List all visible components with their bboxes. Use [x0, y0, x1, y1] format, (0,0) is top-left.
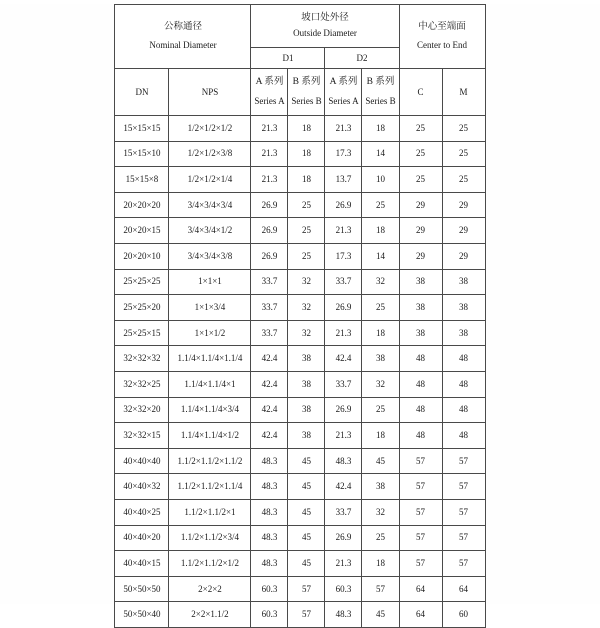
header-d2-series-b-en: Series B [365, 95, 396, 106]
table-cell: 32 [288, 295, 325, 321]
header-outside-diameter [251, 5, 399, 48]
table-cell: 40×40×25 [115, 499, 169, 525]
table-cell: 25 [399, 167, 442, 193]
table-cell: 18 [362, 320, 399, 346]
table-cell: 32 [288, 269, 325, 295]
table-cell: 25 [442, 116, 485, 142]
table-cell: 26.9 [325, 397, 362, 423]
table-cell: 64 [399, 576, 442, 602]
table-cell: 48 [399, 371, 442, 397]
table-cell: 18 [362, 423, 399, 449]
table-cell: 29 [442, 218, 485, 244]
table-cell: 21.3 [325, 423, 362, 449]
header-d2-series-a [325, 69, 362, 116]
table-cell: 32×32×15 [115, 423, 169, 449]
table-cell: 25 [288, 243, 325, 269]
table-cell: 1.1/2×1.1/2×1/2 [169, 551, 251, 577]
table-cell: 40×40×20 [115, 525, 169, 551]
header-center-to-end [399, 5, 485, 69]
table-cell: 25 [442, 141, 485, 167]
table-cell: 38 [288, 371, 325, 397]
table-cell: 1/2×1/2×1/2 [169, 116, 251, 142]
table-row [115, 116, 485, 142]
table-cell: 1×1×3/4 [169, 295, 251, 321]
table-cell: 40×40×40 [115, 448, 169, 474]
table-cell: 1/2×1/2×3/8 [169, 141, 251, 167]
table-cell: 38 [442, 295, 485, 321]
table-cell: 57 [288, 576, 325, 602]
table-cell: 33.7 [325, 269, 362, 295]
table-cell: 57 [399, 525, 442, 551]
table-cell: 33.7 [325, 371, 362, 397]
table-cell: 45 [288, 474, 325, 500]
table-cell: 48.3 [325, 448, 362, 474]
table-cell: 57 [399, 474, 442, 500]
table-cell: 29 [442, 243, 485, 269]
table-cell: 45 [288, 525, 325, 551]
table-cell: 3/4×3/4×1/2 [169, 218, 251, 244]
table-cell: 20×20×20 [115, 192, 169, 218]
table-cell: 1.1/2×1.1/2×1.1/2 [169, 448, 251, 474]
table-row [115, 371, 485, 397]
table-row [115, 320, 485, 346]
table-cell: 38 [362, 346, 399, 372]
table-cell: 20×20×15 [115, 218, 169, 244]
header-c: C [399, 69, 442, 116]
table-cell: 21.3 [251, 116, 288, 142]
header-d2: D2 [325, 48, 399, 69]
table-cell: 57 [442, 448, 485, 474]
table-cell: 38 [442, 269, 485, 295]
table-cell: 32×32×25 [115, 371, 169, 397]
table-cell: 48.3 [251, 474, 288, 500]
table-cell: 38 [362, 474, 399, 500]
table-row [115, 602, 485, 628]
table-cell: 42.4 [251, 423, 288, 449]
table-cell: 1.1/4×1.1/4×1/2 [169, 423, 251, 449]
header-d1-series-b-en: Series B [291, 95, 322, 106]
table-cell: 60.3 [251, 602, 288, 628]
table-cell: 32 [288, 320, 325, 346]
table-row [115, 269, 485, 295]
table-cell: 60.3 [251, 576, 288, 602]
table-cell: 45 [288, 499, 325, 525]
table-cell: 64 [399, 602, 442, 628]
table-cell: 38 [399, 269, 442, 295]
table-cell: 1.1/2×1.1/2×1.1/4 [169, 474, 251, 500]
table-cell: 42.4 [251, 371, 288, 397]
header-d2-series-b-zh: B 系列 [366, 77, 395, 88]
table-cell: 18 [288, 141, 325, 167]
header-nominal-diameter [115, 5, 251, 69]
table-cell: 18 [362, 218, 399, 244]
header-d1: D1 [251, 48, 325, 69]
table-cell: 57 [442, 474, 485, 500]
table-cell: 45 [288, 448, 325, 474]
table-cell: 57 [442, 525, 485, 551]
table-row [115, 141, 485, 167]
header-m: M [442, 69, 485, 116]
header-d1-series-a-en: Series A [254, 95, 285, 106]
header-d2-series-b [362, 69, 399, 116]
table-cell: 25 [362, 295, 399, 321]
table-cell: 38 [288, 346, 325, 372]
table-cell: 57 [362, 576, 399, 602]
table-cell: 25 [399, 116, 442, 142]
table-cell: 18 [362, 116, 399, 142]
table-row [115, 397, 485, 423]
table-header [115, 5, 485, 116]
table-cell: 18 [288, 116, 325, 142]
table-cell: 26.9 [325, 192, 362, 218]
table-cell: 32 [362, 499, 399, 525]
table-cell: 25×25×15 [115, 320, 169, 346]
table-cell: 57 [399, 448, 442, 474]
table-cell: 33.7 [251, 269, 288, 295]
header-outside-diameter-zh: 坡口处外径 [301, 12, 349, 23]
table-row [115, 192, 485, 218]
table-cell: 48 [399, 397, 442, 423]
dimension-table [114, 4, 485, 628]
table-cell: 29 [399, 243, 442, 269]
table-cell: 25 [288, 218, 325, 244]
table-cell: 48.3 [251, 525, 288, 551]
table-cell: 48 [442, 371, 485, 397]
table-row [115, 423, 485, 449]
table-cell: 15×15×15 [115, 116, 169, 142]
table-cell: 21.3 [325, 320, 362, 346]
table-cell: 33.7 [325, 499, 362, 525]
table-row [115, 551, 485, 577]
table-cell: 20×20×10 [115, 243, 169, 269]
table-body [115, 116, 485, 628]
table-cell: 48 [442, 397, 485, 423]
table-cell: 33.7 [251, 295, 288, 321]
table-cell: 29 [442, 192, 485, 218]
table-cell: 15×15×10 [115, 141, 169, 167]
table-cell: 25 [362, 525, 399, 551]
table-cell: 38 [442, 320, 485, 346]
table-cell: 60 [442, 602, 485, 628]
table-cell: 32 [362, 371, 399, 397]
table-cell: 10 [362, 167, 399, 193]
table-cell: 25 [362, 192, 399, 218]
header-center-to-end-zh: 中心至端面 [418, 21, 466, 32]
table-cell: 29 [399, 192, 442, 218]
table-cell: 32×32×32 [115, 346, 169, 372]
table-cell: 26.9 [251, 192, 288, 218]
document-page [0, 4, 600, 620]
table-cell: 3/4×3/4×3/4 [169, 192, 251, 218]
table-cell: 48 [442, 423, 485, 449]
header-nominal-diameter-zh: 公称通径 [163, 21, 202, 32]
table-cell: 38 [399, 320, 442, 346]
table-cell: 40×40×15 [115, 551, 169, 577]
header-nominal-diameter-en: Nominal Diameter [149, 40, 217, 51]
header-row-columns [115, 69, 485, 116]
header-nps: NPS [169, 69, 251, 116]
table-cell: 48.3 [251, 448, 288, 474]
table-cell: 57 [288, 602, 325, 628]
table-row [115, 499, 485, 525]
table-cell: 18 [288, 167, 325, 193]
table-cell: 26.9 [251, 218, 288, 244]
table-row [115, 218, 485, 244]
table-cell: 29 [399, 218, 442, 244]
table-cell: 26.9 [325, 525, 362, 551]
table-row [115, 474, 485, 500]
table-cell: 48 [442, 346, 485, 372]
table-cell: 21.3 [325, 218, 362, 244]
table-cell: 32 [362, 269, 399, 295]
header-d2-series-a-zh: A 系列 [329, 77, 358, 88]
table-cell: 21.3 [251, 167, 288, 193]
header-d1-series-b [288, 69, 325, 116]
table-cell: 57 [442, 551, 485, 577]
table-row [115, 295, 485, 321]
table-cell: 57 [399, 499, 442, 525]
table-cell: 40×40×32 [115, 474, 169, 500]
table-cell: 48 [399, 346, 442, 372]
table-cell: 17.3 [325, 141, 362, 167]
header-d1-series-b-zh: B 系列 [292, 77, 321, 88]
table-cell: 1×1×1 [169, 269, 251, 295]
table-cell: 45 [362, 448, 399, 474]
header-d1-series-a [251, 69, 288, 116]
table-cell: 42.4 [251, 397, 288, 423]
table-row [115, 448, 485, 474]
table-cell: 32×32×20 [115, 397, 169, 423]
table-cell: 60.3 [325, 576, 362, 602]
table-cell: 21.3 [325, 116, 362, 142]
table-cell: 26.9 [251, 243, 288, 269]
table-cell: 14 [362, 141, 399, 167]
table-cell: 48.3 [325, 602, 362, 628]
table-cell: 57 [442, 499, 485, 525]
table-cell: 17.3 [325, 243, 362, 269]
table-cell: 48.3 [251, 551, 288, 577]
table-cell: 2×2×2 [169, 576, 251, 602]
table-cell: 1×1×1/2 [169, 320, 251, 346]
table-cell: 42.4 [251, 346, 288, 372]
table-cell: 1.1/2×1.1/2×3/4 [169, 525, 251, 551]
table-cell: 26.9 [325, 295, 362, 321]
table-cell: 64 [442, 576, 485, 602]
table-cell: 25×25×25 [115, 269, 169, 295]
table-cell: 13.7 [325, 167, 362, 193]
table-cell: 50×50×50 [115, 576, 169, 602]
table-cell: 48 [399, 423, 442, 449]
table-cell: 45 [288, 551, 325, 577]
table-cell: 38 [288, 397, 325, 423]
table-cell: 50×50×40 [115, 602, 169, 628]
table-cell: 25×25×20 [115, 295, 169, 321]
table-cell: 21.3 [251, 141, 288, 167]
table-cell: 14 [362, 243, 399, 269]
table-cell: 15×15×8 [115, 167, 169, 193]
header-dn: DN [115, 69, 169, 116]
table-cell: 48.3 [251, 499, 288, 525]
table-cell: 18 [362, 551, 399, 577]
header-center-to-end-en: Center to End [417, 40, 468, 51]
table-cell: 1.1/4×1.1/4×1 [169, 371, 251, 397]
table-cell: 25 [442, 167, 485, 193]
table-cell: 1.1/4×1.1/4×3/4 [169, 397, 251, 423]
table-row [115, 576, 485, 602]
table-cell: 1.1/4×1.1/4×1.1/4 [169, 346, 251, 372]
header-row-groups [115, 5, 485, 48]
table-cell: 25 [288, 192, 325, 218]
table-cell: 25 [362, 397, 399, 423]
table-row [115, 525, 485, 551]
table-cell: 57 [399, 551, 442, 577]
table-row [115, 243, 485, 269]
header-outside-diameter-en: Outside Diameter [293, 28, 357, 39]
table-cell: 3/4×3/4×3/8 [169, 243, 251, 269]
table-cell: 42.4 [325, 474, 362, 500]
table-cell: 21.3 [325, 551, 362, 577]
table-cell: 45 [362, 602, 399, 628]
header-d1-series-a-zh: A 系列 [255, 77, 284, 88]
table-cell: 1.1/2×1.1/2×1 [169, 499, 251, 525]
table-cell: 33.7 [251, 320, 288, 346]
table-row [115, 167, 485, 193]
table-row [115, 346, 485, 372]
table-cell: 42.4 [325, 346, 362, 372]
header-d2-series-a-en: Series A [328, 95, 359, 106]
table-cell: 38 [288, 423, 325, 449]
table-cell: 1/2×1/2×1/4 [169, 167, 251, 193]
table-cell: 38 [399, 295, 442, 321]
table-cell: 2×2×1.1/2 [169, 602, 251, 628]
table-cell: 25 [399, 141, 442, 167]
